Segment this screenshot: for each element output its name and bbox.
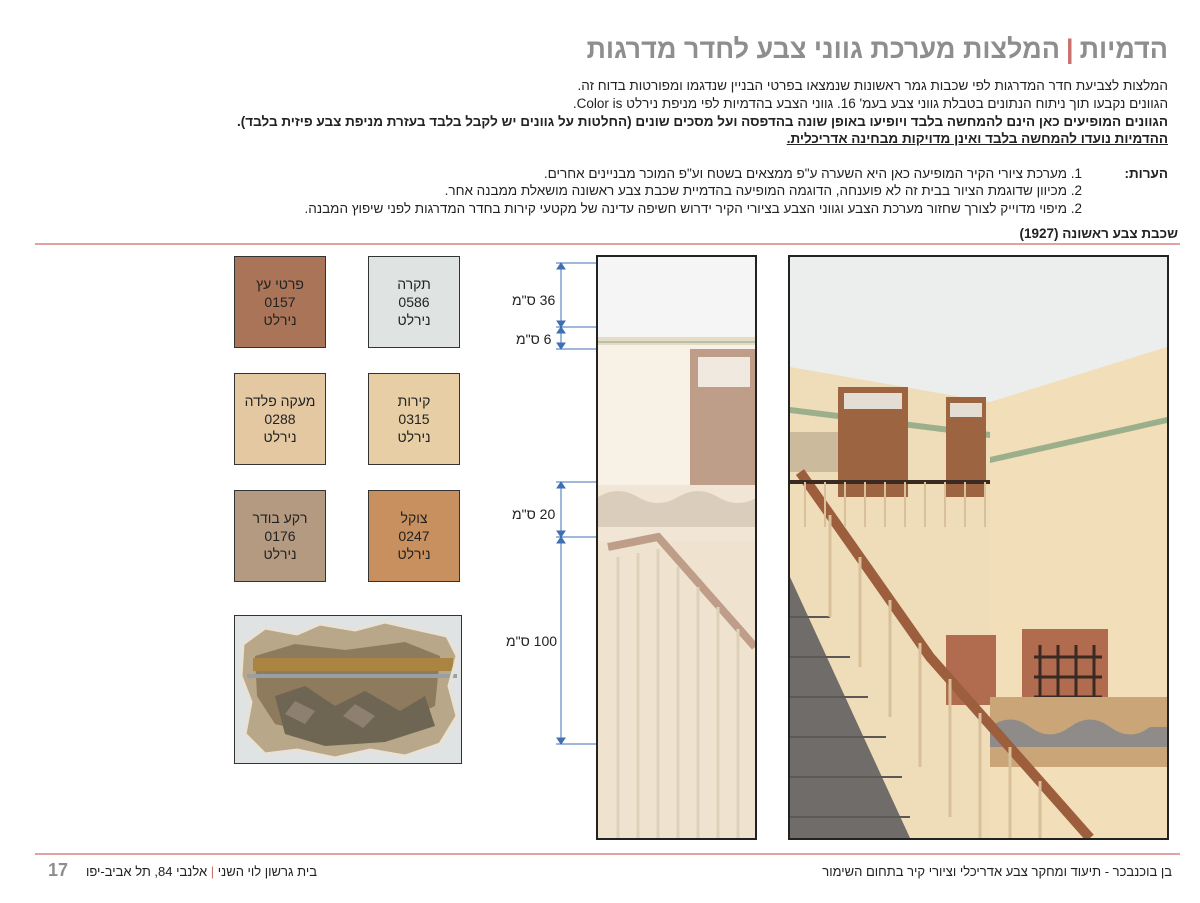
swatch-name: צוקל: [400, 510, 428, 526]
staircase-rendering: [788, 255, 1169, 840]
intro-line-4-underlined: ההדמיות נועדו להמחשה בלבד ואינן מדויקות מבחינה אדריכלית.: [786, 131, 1168, 146]
swatch-name: מעקה פלדה: [244, 393, 316, 409]
swatch-walls: [368, 373, 460, 465]
divider-top: [35, 243, 1180, 245]
footer-separator: |: [210, 864, 215, 879]
wall-section-rendering: [596, 255, 757, 840]
intro-line-3-bold: הגוונים המופיעים כאן הינם להמחשה בלבד ויופיעו באופן שונה בהדפסה ועל מסכים שונים (החלטות על גוונים יש לקבל בלבד בעזרת מניפת צבע פיזית בלבד).: [237, 114, 1168, 129]
paint-layer-sample-image: [234, 615, 462, 764]
swatch-code: 0176: [264, 528, 296, 544]
page-title: [586, 34, 1168, 65]
divider-bottom: [35, 853, 1180, 855]
title-part-a: הדמיות: [1079, 34, 1168, 64]
footer-address-a: בית גרשון לוי השני: [217, 864, 317, 879]
swatch-brand: נירלט: [397, 312, 431, 328]
intro-line-2: הגוונים נקבעו תוך ניתוח הנתונים בטבלת גווני צבע בעמ' 16. גווני הצבע בהדמיות לפי מניפת נירלט Color is.: [572, 96, 1168, 111]
swatch-code: 0247: [398, 528, 430, 544]
title-separator: |: [1066, 34, 1074, 64]
swatch-steel-railing: [234, 373, 326, 465]
swatch-code: 0586: [398, 294, 430, 310]
dimension-label-20: 20 ס"מ: [512, 506, 556, 522]
dimension-label-36: 36 ס"מ: [512, 292, 556, 308]
swatch-brand: נירלט: [397, 546, 431, 562]
swatch-name: פרטי עץ: [256, 276, 304, 292]
swatch-name: תקרה: [397, 276, 431, 292]
dimension-label-6: 6 ס"מ: [516, 331, 552, 347]
intro-line-1: המלצות לצביעת חדר המדרגות לפי שכבות גמר ראשונות שנמצאו בפרטי הבניין שנדגמו ומפורטות בדוח זה.: [577, 78, 1168, 93]
layer-title: שכבת צבע ראשונה (1927): [1019, 226, 1178, 241]
swatch-wood-details: [234, 256, 326, 348]
dimension-lines: [540, 255, 596, 755]
swatch-brand: נירלט: [397, 429, 431, 445]
note-3: 2. מיפוי מדוייק לצורך שחזור מערכת הצבע וגווני הצבע בציורי הקיר ידרוש חשיפה עדינה של מקטעי קירות בחדר המדרגות לפני שיפוץ המבנה.: [304, 201, 1082, 216]
footer-address: [86, 864, 317, 879]
swatch-code: 0288: [264, 411, 296, 427]
swatch-brand: נירלט: [263, 429, 297, 445]
title-part-b: המלצות מערכת גווני צבע לחדר מדרגות: [586, 34, 1060, 64]
page-number: 17: [48, 860, 69, 880]
dimension-label-100: 100 ס"מ: [506, 633, 558, 649]
footer-author: בן בוכנבכר - תיעוד ומחקר צבע אדריכלי וציורי קיר בתחום השימור: [822, 864, 1172, 879]
note-2: 2. מכיוון שדוגמת הציור בבית זה לא פוענחה, הדוגמה המופיעה בהדמיית שכבת צבע ראשונה מושאלת ממבנה אחר.: [444, 183, 1082, 198]
swatch-ceiling: [368, 256, 460, 348]
swatch-brand: נירלט: [263, 546, 297, 562]
swatch-code: 0157: [264, 294, 296, 310]
notes-label: הערות:: [1124, 166, 1168, 181]
swatch-code: 0315: [398, 411, 430, 427]
swatch-brand: נירלט: [263, 312, 297, 328]
swatch-plinth: [368, 490, 460, 582]
note-1: 1. מערכת ציורי הקיר המופיעה כאן היא השערה ע"פ ממצאים בשטח וע"פ המוכר מבניינים אחרים.: [543, 166, 1082, 181]
swatch-name: רקע בודר: [252, 510, 308, 526]
footer-address-b: אלנבי 84, תל אביב-יפו: [86, 864, 208, 879]
swatch-border-background: [234, 490, 326, 582]
swatch-name: קירות: [397, 393, 431, 409]
